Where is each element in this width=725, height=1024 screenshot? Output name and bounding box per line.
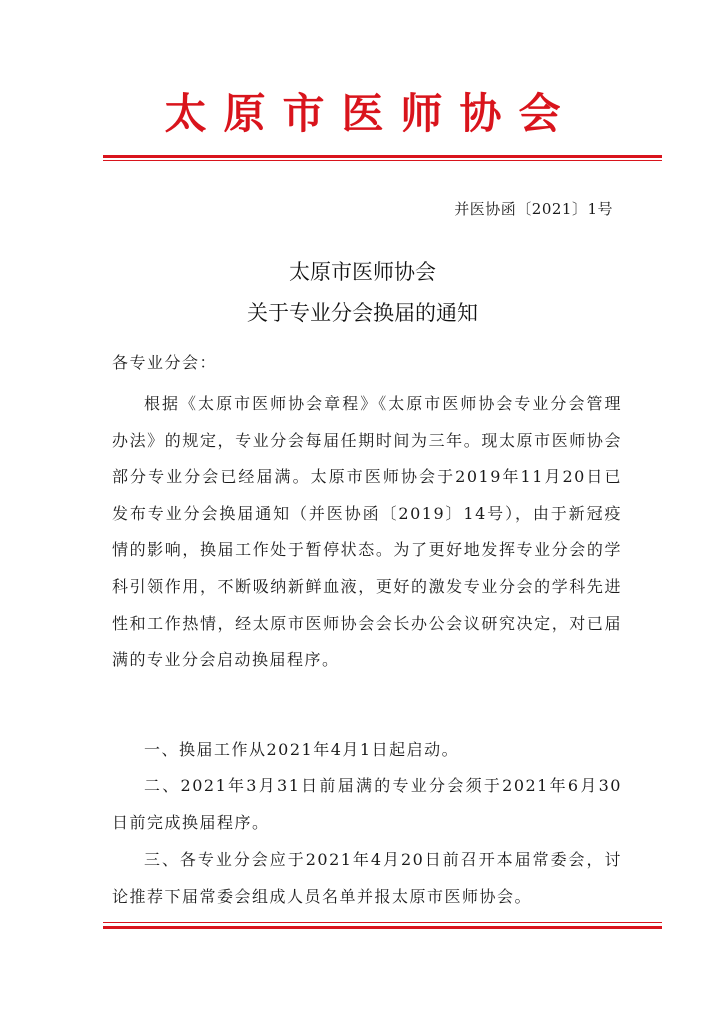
letterhead-org-name: 太原市医师协会 (164, 89, 578, 138)
letterhead-red-rule-thin (103, 160, 662, 161)
document-number: 并医协函〔2021〕1号 (454, 200, 613, 218)
document-title-line-2: 关于专业分会换届的通知 (247, 301, 478, 325)
document-title-line-1: 太原市医师协会 (289, 260, 436, 284)
body-paragraph-item-2: 二、2021年3月31日前届满的专业分会须于2021年6月30日前完成换届程序。 (112, 776, 622, 832)
body-paragraph-item-3: 三、各专业分会应于2021年4月20日前召开本届常委会，讨论推荐下届常委会组成人员名单并报太原市医师协会。 (112, 850, 622, 906)
body-paragraph-item-1: 一、换届工作从2021年4月1日起启动。 (144, 740, 460, 759)
letterhead-red-rule-thick (103, 155, 662, 158)
footer-red-rule-thin (103, 922, 662, 923)
footer-red-rule-thick (103, 926, 662, 929)
body-paragraph-intro: 根据《太原市医师协会章程》《太原市医师协会专业分会管理办法》的规定，专业分会每届任期时间为三年。现太原市医师协会部分专业分会已经届满。太原市医师协会于2019年11月20日已发布专业分会换届通知（并医协函〔2019〕14号），由于新冠疫情的影响，换届工作处于暂停状态。为了更好地发挥专业分会的学科引领作用，不断吸纳新鲜血液，更好的激发专业分会的学科先进性和工作热情，经太原市医师协会会长办公会议研究决定，对已届满的专业分会启动换届程序。 (112, 394, 622, 670)
salutation: 各专业分会： (112, 353, 218, 372)
